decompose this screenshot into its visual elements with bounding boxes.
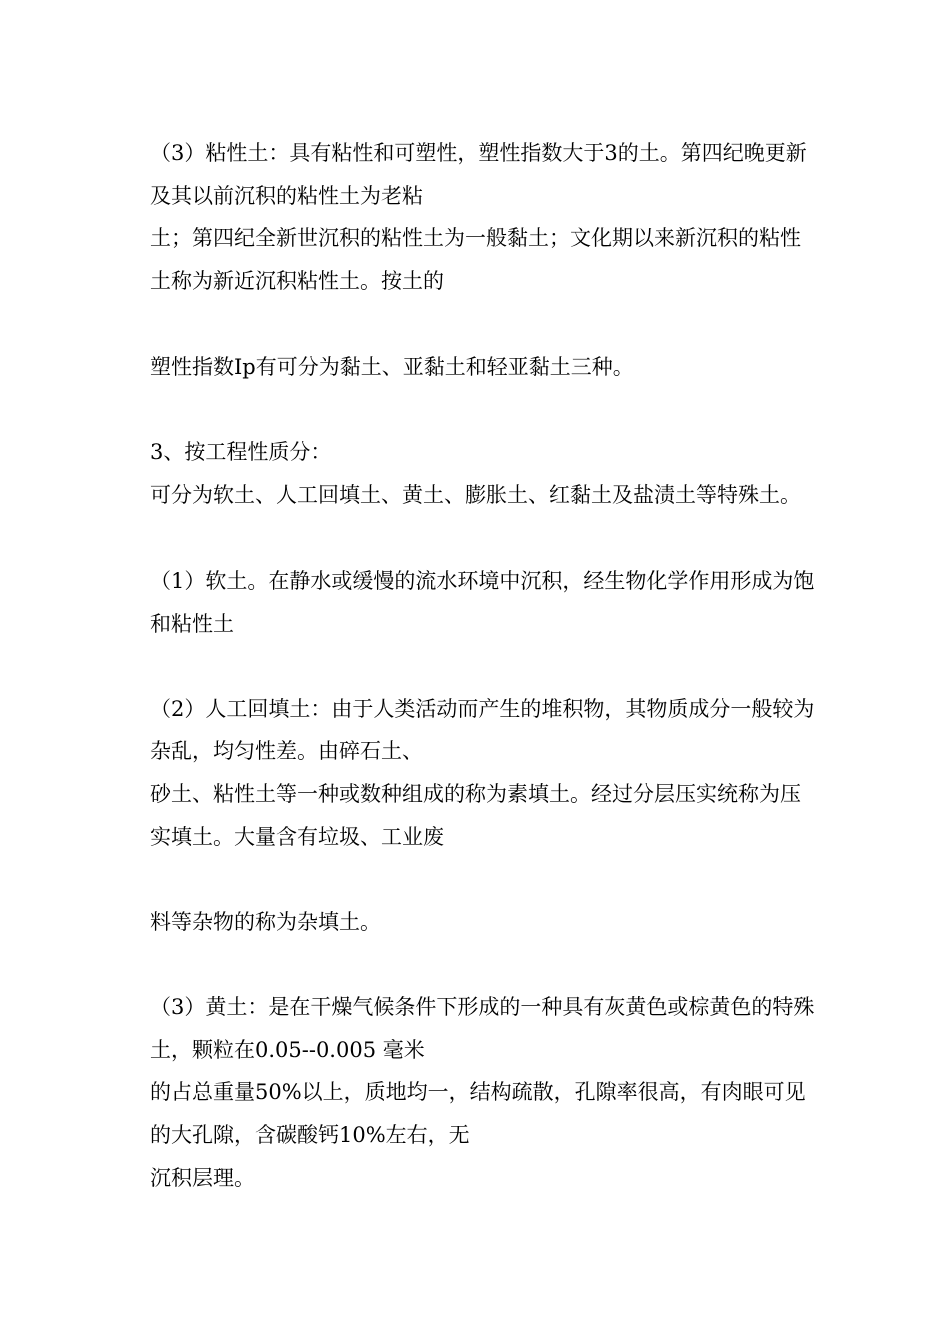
- text-line-loess-grain-size: 土，颗粒在0.05--0.005 毫米: [150, 1038, 425, 1062]
- text-line-general-clay: 土；第四纪全新世沉积的粘性土为一般黏土；文化期以来新沉积的粘性: [150, 226, 801, 250]
- text-line-loess: （3）黄土：是在干燥气候条件下形成的一种具有灰黄色或棕黄色的特殊: [150, 995, 815, 1019]
- text-line-plain-fill: 砂土、粘性土等一种或数种组成的称为素填土。经过分层压实统称为压: [150, 782, 801, 806]
- text-line-special-soils: 可分为软土、人工回填土、黄土、膨胀土、红黏土及盐渍土等特殊土。: [150, 483, 801, 507]
- text-line-plasticity-index: 塑性指数Ip有可分为黏土、亚黏土和轻亚黏土三种。: [150, 355, 634, 379]
- text-line-recent-clay: 土称为新近沉积粘性土。按土的: [150, 269, 444, 293]
- text-line-saturated-clay: 和粘性土: [150, 612, 234, 636]
- text-line-artificial-fill: （2）人工回填土：由于人类活动而产生的堆积物，其物质成分一般较为: [150, 697, 815, 721]
- section-heading-engineering-properties: 3、按工程性质分：: [150, 440, 332, 464]
- text-line-old-clay: 及其以前沉积的粘性土为老粘: [150, 184, 423, 208]
- text-line-loess-weight: 的占总重量50%以上，质地均一，结构疏散，孔隙率很高，有肉眼可见: [150, 1080, 806, 1104]
- text-line-miscellaneous-fill: 料等杂物的称为杂填土。: [150, 910, 381, 934]
- text-line-soft-soil: （1）软土。在静水或缓慢的流水环境中沉积，经生物化学作用形成为饱: [150, 569, 815, 593]
- text-line-clay-soil-definition: （3）粘性土：具有粘性和可塑性，塑性指数大于3的土。第四纪晚更新: [150, 141, 807, 165]
- text-line-fill-uniformity: 杂乱，均匀性差。由碎石土、: [150, 739, 423, 763]
- text-line-compacted-fill: 实填土。大量含有垃圾、工业废: [150, 825, 444, 849]
- text-line-loess-carbonate: 的大孔隙，含碳酸钙10%左右，无: [150, 1123, 470, 1147]
- text-line-loess-bedding: 沉积层理。: [150, 1166, 255, 1190]
